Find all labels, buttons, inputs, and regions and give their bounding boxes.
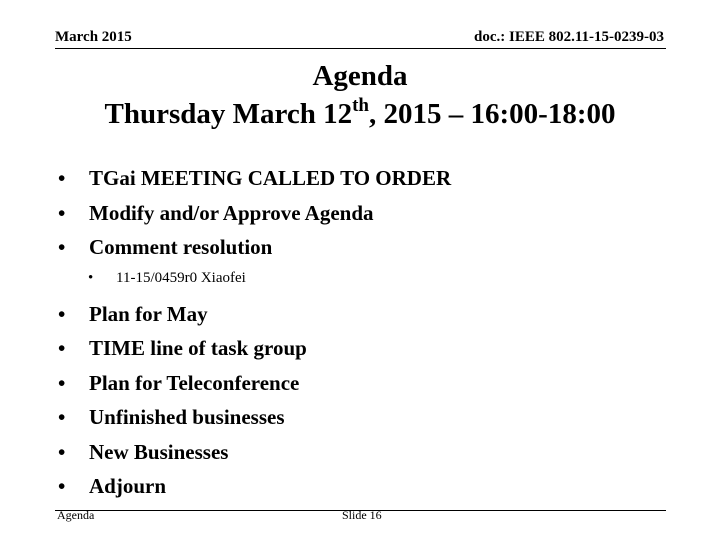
agenda-item-text: Unfinished businesses [89, 405, 285, 429]
subtitle-time: , 2015 – 16:00-18:00 [369, 98, 616, 130]
header-doc-id: doc.: IEEE 802.11-15-0239-03 [473, 29, 664, 45]
agenda-item [58, 297, 451, 332]
agenda-item [58, 331, 451, 366]
agenda-item-text: Adjourn [89, 474, 167, 498]
bullet-icon: • [58, 336, 66, 360]
header-date: March 2015 [55, 29, 132, 45]
bullet-icon: • [58, 439, 66, 464]
agenda-item [58, 230, 451, 265]
agenda-item-text: Plan for Teleconference [89, 370, 300, 395]
bullet-icon: • [58, 200, 66, 225]
agenda-item [58, 400, 451, 435]
slide-subtitle [0, 95, 720, 131]
agenda-list [58, 161, 451, 504]
agenda-subitem-text: 11-15/0459r0 Xiaofei [116, 269, 246, 286]
header-rule [55, 48, 666, 49]
agenda-item-text: Comment resolution [89, 235, 273, 259]
bullet-icon: • [58, 166, 66, 190]
bullet-icon: • [58, 474, 66, 498]
footer-label: Agenda [57, 508, 95, 522]
bullet-icon: • [88, 269, 94, 286]
agenda-item-text: New Businesses [89, 439, 229, 464]
bullet-icon: • [58, 405, 66, 429]
subtitle-ordinal-suffix: th [352, 95, 370, 116]
agenda-item [58, 161, 451, 196]
agenda-item [58, 196, 451, 231]
subtitle-date-prefix: Thursday March 12 [104, 98, 353, 130]
agenda-item [58, 366, 451, 401]
agenda-item-text: Plan for May [89, 301, 208, 326]
agenda-item-text: TGai MEETING CALLED TO ORDER [89, 166, 452, 190]
agenda-item-text: TIME line of task group [89, 336, 307, 360]
agenda-item [58, 469, 451, 504]
agenda-item-text: Modify and/or Approve Agenda [89, 200, 374, 225]
bullet-icon: • [58, 370, 66, 395]
bullet-icon: • [58, 301, 66, 326]
bullet-icon: • [58, 235, 66, 259]
agenda-item [58, 435, 451, 470]
agenda-subitem [58, 267, 451, 289]
slide-title: Agenda [312, 60, 408, 92]
slide-number: Slide 16 [342, 508, 382, 522]
